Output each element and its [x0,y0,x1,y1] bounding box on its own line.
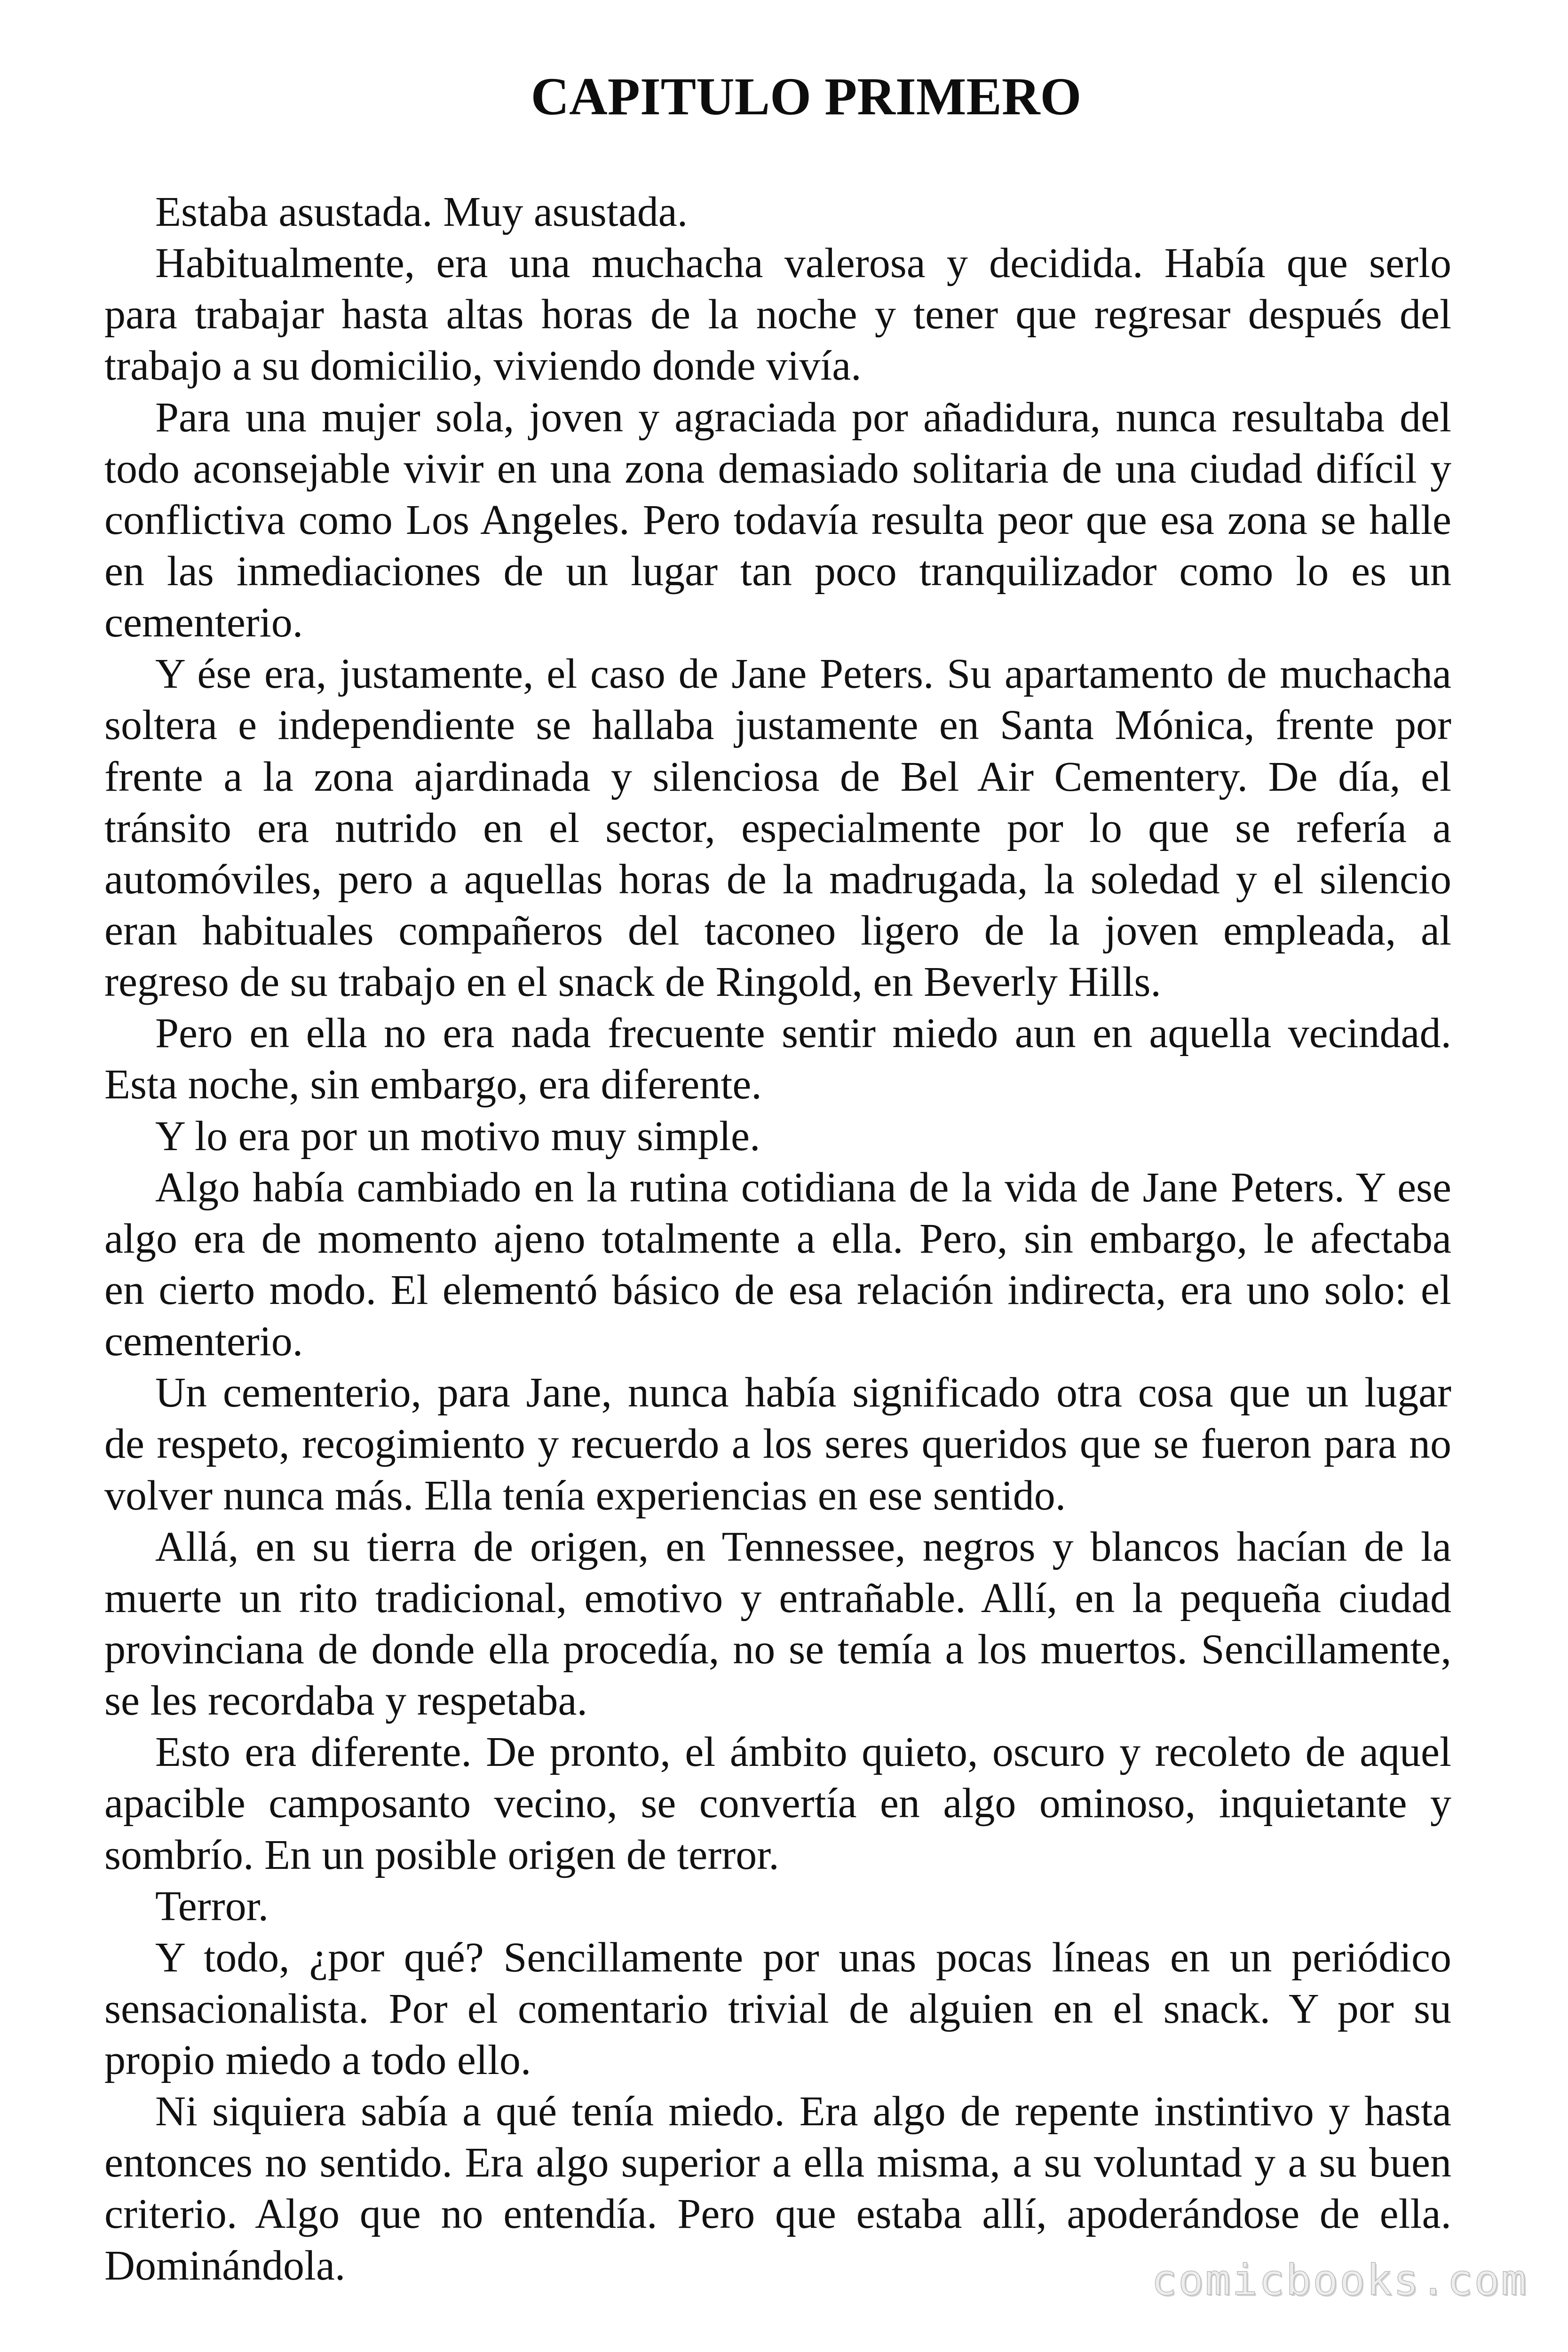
text-line: Terror. [155,1883,269,1930]
paragraph [104,392,1451,649]
text-line: Pero en ella no era nada frecuente sentir miedo aun en aquella vecindad. [155,1010,1451,1057]
text-line: se les recordaba y respetaba. [104,1677,587,1724]
paragraph [104,1162,1451,1367]
text-line: Habitualmente, era una muchacha valerosa y decidida. Había que serlo [155,240,1451,287]
text-line: cementerio. [104,1318,303,1365]
text-line: Dominándola. [104,2242,346,2289]
text-line: propio miedo a todo ello. [104,2037,531,2084]
text-line: para trabajar hasta altas horas de la noche y tener que regresar después del [104,291,1451,338]
paragraph [104,1008,1451,1110]
text-line: en cierto modo. El elementó básico de esa relación indirecta, era uno solo: el [104,1266,1451,1313]
text-line: cementerio. [104,599,303,646]
text-line: en las inmediaciones de un lugar tan poco tranquilizador como lo es un [104,548,1451,595]
text-line: frente a la zona ajardinada y silenciosa de Bel Air Cementery. De día, el [104,753,1451,800]
chapter-title: CAPITULO PRIMERO [531,67,1082,126]
text-line: soltera e independiente se hallaba justamente en Santa Mónica, frente por [104,702,1451,749]
text-line: Allá, en su tierra de origen, en Tennessee, negros y blancos hacían de la [155,1523,1451,1570]
text-line: trabajo a su domicilio, viviendo donde vivía. [104,342,862,389]
paragraph [104,1881,1451,1932]
paragraph [104,186,1451,238]
text-line: Para una mujer sola, joven y agraciada por añadidura, nunca resultaba del [155,394,1451,441]
text-line: Un cementerio, para Jane, nunca había significado otra cosa que un lugar [155,1369,1451,1416]
text-line: Y todo, ¿por qué? Sencillamente por unas pocas líneas en un periódico [155,1934,1451,1981]
text-line: Y lo era por un motivo muy simple. [155,1112,760,1160]
text-line: algo era de momento ajeno totalmente a ella. Pero, sin embargo, le afectaba [104,1215,1451,1262]
paragraph [104,1726,1451,1880]
text-line: de respeto, recogimiento y recuerdo a los seres queridos que se fueron para no [104,1421,1451,1468]
paragraph [104,1521,1451,1727]
text-line: apacible camposanto vecino, se convertía en algo ominoso, inquietante y [104,1780,1451,1827]
paragraph [104,1932,1451,2086]
text-line: tránsito era nutrido en el sector, especialmente por lo que se refería a [104,804,1451,851]
text-line: muerte un rito tradicional, emotivo y entrañable. Allí, en la pequeña ciudad [104,1574,1451,1621]
paragraph [104,1111,1451,1162]
text-line: todo aconsejable vivir en una zona demasiado solitaria de una ciudad difícil y [104,445,1451,492]
text-line: Algo había cambiado en la rutina cotidiana de la vida de Jane Peters. Y ese [155,1164,1451,1211]
text-line: entonces no sentido. Era algo superior a ella misma, a su voluntad y a su buen [104,2139,1451,2186]
text-line: sombrío. En un posible origen de terror. [104,1831,779,1878]
text-line: sensacionalista. Por el comentario trivial de alguien en el snack. Y por su [104,1985,1451,2032]
paragraph [104,648,1451,1008]
paragraph [104,238,1451,391]
text-line: Y ése era, justamente, el caso de Jane Peters. Su apartamento de muchacha [155,651,1451,698]
text-line: Estaba asustada. Muy asustada. [155,189,688,235]
text-line: provinciana de donde ella procedía, no se temía a los muertos. Sencillamente, [104,1626,1451,1673]
text-line: Esto era diferente. De pronto, el ámbito quieto, oscuro y recoleto de aquel [155,1729,1451,1776]
chapter-body [104,186,1451,2291]
text-line: Ni siquiera sabía a qué tenía miedo. Era algo de repente instintivo y hasta [155,2088,1451,2135]
paragraph [104,1367,1451,1521]
text-line: Esta noche, sin embargo, era diferente. [104,1061,762,1108]
text-line: eran habituales compañeros del taconeo ligero de la joven empleada, al [104,907,1451,954]
text-line: criterio. Algo que no entendía. Pero que estaba allí, apoderándose de ella. [104,2191,1451,2238]
text-line: automóviles, pero a aquellas horas de la madrugada, la soledad y el silencio [104,856,1451,903]
text-line: regreso de su trabajo en el snack de Ringold, en Beverly Hills. [104,959,1161,1006]
watermark-logo: comicbooks.com [1151,2256,1528,2305]
text-line: conflictiva como Los Angeles. Pero todavía resulta peor que esa zona se halle [104,496,1451,543]
text-line: volver nunca más. Ella tenía experiencias en ese sentido. [104,1472,1066,1519]
